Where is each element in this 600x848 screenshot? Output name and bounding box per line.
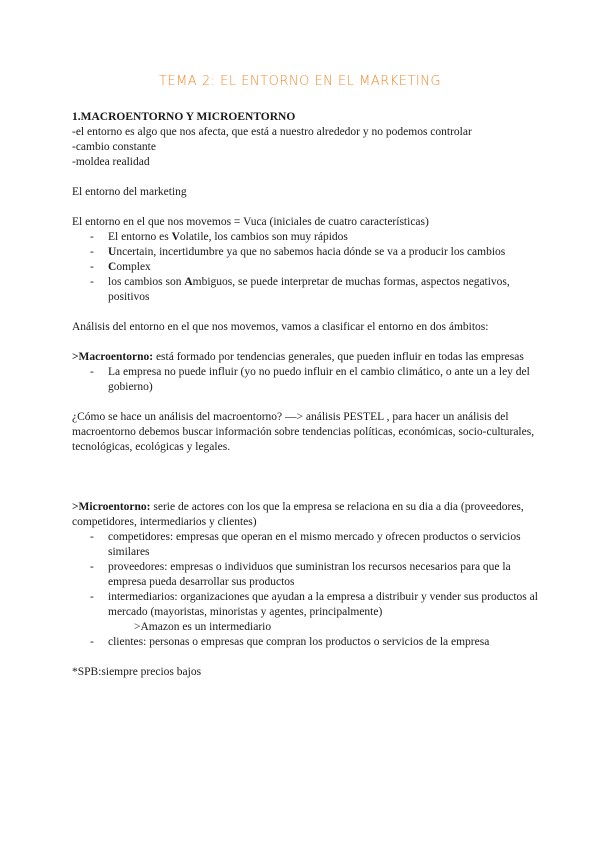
micro-paragraph: >Microentorno: serie de actores con los que la empresa se relaciona en su dia a dia (proveedores, competidores, intermediarios y clientes) — [72, 501, 524, 528]
intro-line: -cambio constante — [72, 141, 156, 153]
intro-line: -moldea realidad — [72, 156, 150, 168]
list-item: - proveedores: empresas o individuos que suministran los recursos necesarios para que la empresa pueda desarrollar sus productos — [72, 560, 542, 590]
list-item: - El entorno es Volatile, los cambios son muy rápidos — [72, 230, 542, 245]
list-item: - los cambios son Ambiguos, se puede interpretar de muchas formas, aspectos negativos, positivos — [72, 275, 542, 305]
vuca-intro: El entorno en el que nos movemos = Vuca (iniciales de cuatro características) — [72, 216, 429, 228]
section-heading: 1.MACROENTORNO Y MICROENTORNO — [72, 111, 296, 123]
list-item: - intermediarios: organizaciones que ayudan a la empresa a distribuir y vender sus productos al mercado (mayoristas, minoristas y agentes, principalmente) — [72, 590, 542, 620]
subheading: El entorno del marketing — [72, 186, 187, 198]
list-item: - clientes: personas o empresas que compran los productos o servicios de la empresa — [72, 635, 542, 650]
vuca-list — [72, 230, 542, 305]
document-body — [72, 110, 542, 680]
analysis-paragraph: Análisis del entorno en el que nos movemos, vamos a clasificar el entorno en dos ámbitos: — [72, 321, 489, 333]
list-item: - Uncertain, incertidumbre ya que no sabemos hacia dónde se va a producir los cambios — [72, 245, 542, 260]
intro-line: -el entorno es algo que nos afecta, que está a nuestro alrededor y no podemos controlar — [72, 126, 472, 138]
pestel-paragraph: ¿Cómo se hace un análisis del macroentorno? —> análisis PESTEL , para hacer un análisis del macroentorno debemos buscar información sobre tendencias políticas, económicas, socio-culturales, tecnológicas, ecológicas y legales. — [72, 411, 535, 453]
list-item: - La empresa no puede influir (yo no puedo influir en el cambio climático, o ante un a ley del gobierno) — [72, 365, 542, 395]
list-item: - competidores: empresas que operan en el mismo mercado y ofrecen productos o servicios similares — [72, 530, 542, 560]
macro-list — [72, 365, 542, 395]
spb-note: *SPB:siempre precios bajos — [72, 666, 202, 678]
page-title: TEMA 2: EL ENTORNO EN EL MARKETING — [158, 74, 442, 89]
list-item: - Complex — [72, 260, 542, 275]
micro-list — [72, 530, 542, 620]
micro-list-end — [72, 635, 542, 650]
macro-paragraph: >Macroentorno: está formado por tendencias generales, que pueden influir en todas las empresas — [72, 351, 524, 363]
amazon-note: >Amazon es un intermediario — [134, 621, 272, 633]
